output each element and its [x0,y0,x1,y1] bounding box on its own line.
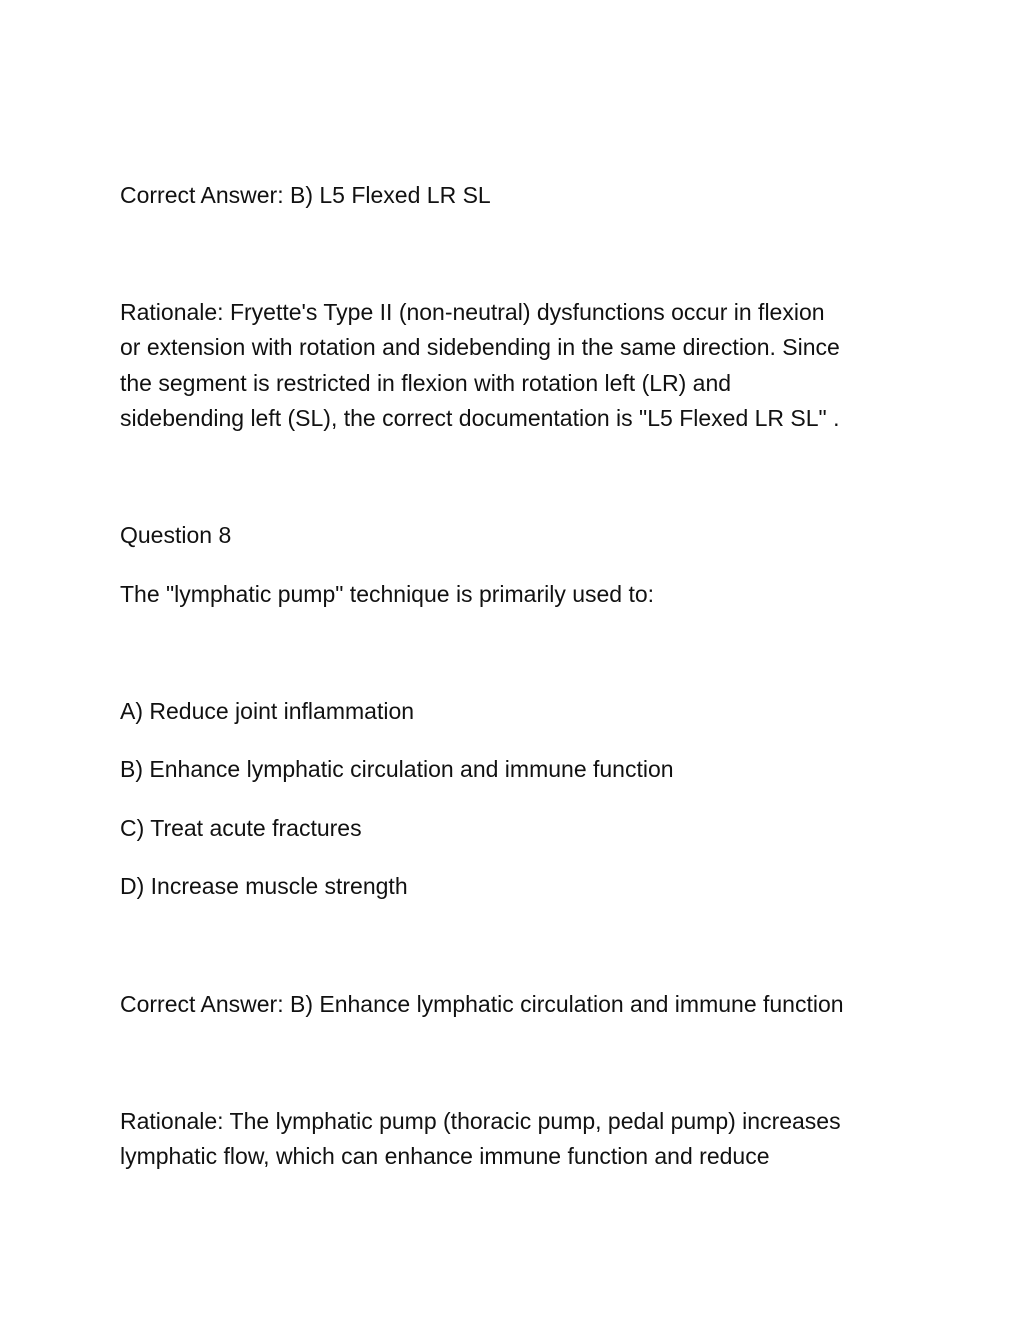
option-d: D) Increase muscle strength [120,873,408,899]
option-b: B) Enhance lymphatic circulation and immune function [120,756,674,782]
rationale [120,1104,910,1175]
rationale-line: or extension with rotation and sidebending in the same direction. Since [120,334,840,361]
rationale-line: the segment is restricted in flexion with rotation left (LR) and [120,369,732,396]
option-c: C) Treat acute fractures [120,815,362,841]
rationale-line: lymphatic flow, which can enhance immune function and reduce [120,1143,770,1170]
correct-answer: Correct Answer: B) Enhance lymphatic circulation and immune function [120,991,844,1017]
rationale-line: sidebending left (SL), the correct documentation is "L5 Flexed LR SL" . [120,404,840,431]
question-number: Question 8 [120,522,232,548]
question-text: The "lymphatic pump" technique is primarily used to: [120,581,655,607]
correct-answer-previous: Correct Answer: B) L5 Flexed LR SL [120,182,491,208]
rationale-previous [120,295,910,436]
option-a: A) Reduce joint inflammation [120,698,415,724]
rationale-line: Rationale: The lymphatic pump (thoracic pump, pedal pump) increases [120,1108,841,1134]
rationale-line: Rationale: Fryette's Type II (non-neutral) dysfunctions occur in flexion [120,299,825,325]
